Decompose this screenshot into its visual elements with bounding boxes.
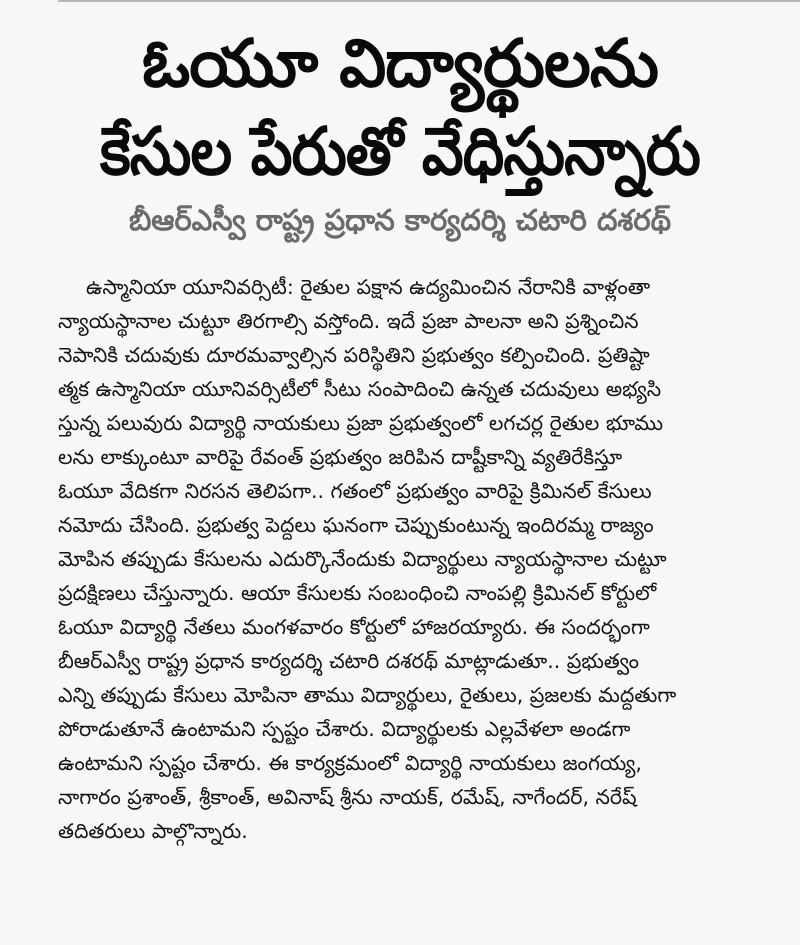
article-line: బీఆర్ఎస్వీ రాష్ట్ర ప్రధాన కార్యదర్శి చటారి దశరథ్ మాట్లాడుతూ.. ప్రభుత్వం [58, 649, 639, 673]
article-line: ఓయూ వేదికగా నిరసన తెలిపగా.. గతంలో ప్రభుత్వం వారిపై క్రిమినల్ కేసులు [58, 479, 652, 503]
headline-line-2: కేసుల పేరుతో వేధిస్తున్నారు [99, 113, 700, 190]
top-divider [58, 0, 800, 2]
article-line: స్తున్న పలువురు విద్యార్థి నాయకులు ప్రజా ప్రభుత్వంలో లగచర్ల రైతుల భూము [58, 411, 664, 435]
article-line: మోపిన తప్పుడు కేసులను ఎదుర్కొనేందుకు విద్యార్థులు న్యాయస్థానాల చుట్టూ [58, 547, 667, 571]
article-line: న్యాయస్థానాల చుట్టూ తిరగాల్సి వస్తోంది. ఇదే ప్రజా పాలనా అని ప్రశ్నించిన [58, 309, 639, 333]
article-line: లను లాక్కుంటూ వారిపై రేవంత్ ప్రభుత్వం జరిపిన దాష్టీకాన్ని వ్యతిరేకిస్తూ [58, 445, 623, 469]
article-line: ఓయూ విద్యార్థి నేతలు మంగళవారం కోర్టులో హాజరయ్యారు. ఈ సందర్భంగా [58, 615, 650, 639]
article-line: పోరాడుతూనే ఉంటామని స్పష్టం చేశారు. విద్యార్థులకు ఎల్లవేళలా అండగా [58, 717, 631, 741]
article-line: ఉంటామని స్పష్టం చేశారు. ఈ కార్యక్రమంలో విద్యార్థి నాయకులు జంగయ్య, [58, 751, 642, 775]
article-line: నమోదు చేసింది. ప్రభుత్వ పెద్దలు ఘనంగా చెప్పుకుంటున్న ఇందిరమ్మ రాజ్యం [58, 513, 654, 537]
article-line: నెపానికి చదువుకు దూరమవ్వాల్సిన పరిస్థితిని ప్రభుత్వం కల్పించింది. ప్రతిష్టా [58, 343, 650, 367]
headline [0, 20, 800, 196]
subheadline: బీఆర్ఎస్వీ రాష్ట్ర ప్రధాన కార్యదర్శి చటారి దశరథ్ [128, 203, 672, 237]
article-line: నాగారం ప్రశాంత్, శ్రీకాంత్, అవినాష్ శ్రీను నాయక్, రమేష్, నాగేందర్, నరేష్ [58, 785, 637, 809]
article-line: ప్రదక్షిణలు చేస్తున్నారు. ఆయా కేసులకు సంబంధించి నాంపల్లి క్రిమినల్ కోర్టులో [58, 581, 657, 605]
article-line: ఎన్ని తప్పుడు కేసులు మోపినా తాము విద్యార్థులు, రైతులు, ప్రజలకు మద్దతుగా [58, 683, 677, 707]
article-line: త్మక ఉస్మానియా యూనివర్సిటీలో సీటు సంపాదించి ఉన్నత చదువులు అభ్యసి [58, 377, 662, 401]
article-body [58, 270, 788, 848]
article-line: తదితరులు పాల్గొన్నారు. [58, 819, 248, 843]
article-line: ఉస్మానియా యూనివర్సిటీ: రైతుల పక్షాన ఉద్యమించిన నేరానికి వాళ్లంతా [86, 275, 651, 299]
headline-line-1: ఓయూ విద్యార్థులను [142, 25, 658, 102]
